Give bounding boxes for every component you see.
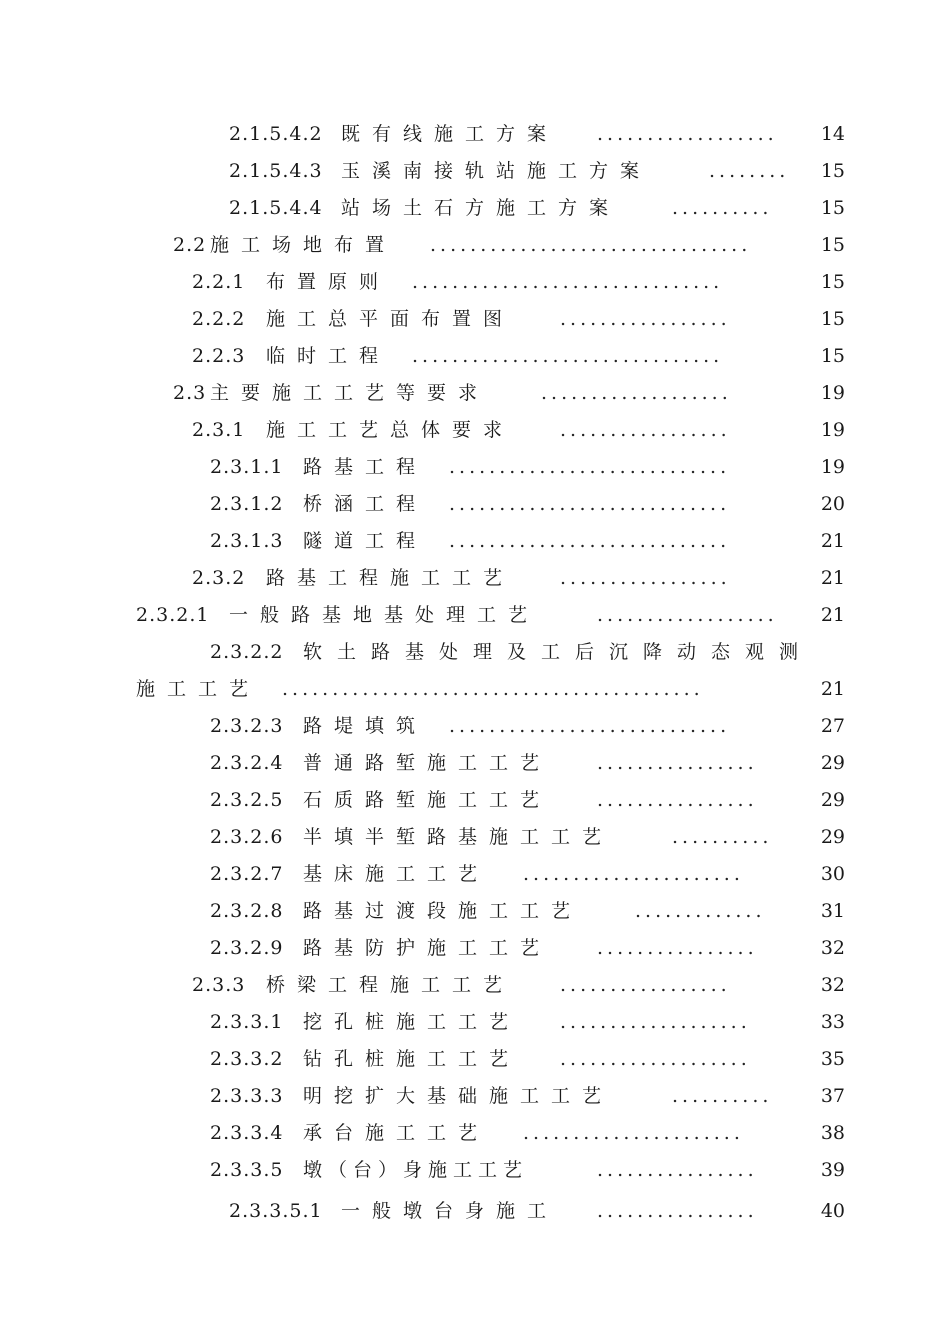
- toc-number: 2.1.5.4.4: [229, 197, 323, 219]
- toc-leader-dots: ..........: [672, 1085, 773, 1107]
- toc-leader-dots: ...................: [541, 382, 732, 404]
- toc-page-number: 29: [820, 789, 845, 811]
- toc-entry-continuation[interactable]: [0, 674, 845, 704]
- toc-number: 2.3.2.7: [210, 863, 284, 885]
- toc-entry[interactable]: [0, 933, 845, 963]
- toc-title: 桥涵工程: [303, 493, 428, 515]
- toc-leader-dots: ................: [597, 789, 758, 811]
- toc-number: 2.3.1.3: [210, 530, 284, 552]
- toc-leader-dots: .............: [635, 900, 766, 922]
- toc-number: 2.3.2.5: [210, 789, 284, 811]
- toc-number: 2.2.3: [192, 345, 246, 367]
- toc-leader-dots: ................: [597, 1200, 758, 1222]
- toc-title: 基床施工工艺: [303, 863, 490, 885]
- toc-leader-dots: .................: [560, 419, 731, 441]
- toc-title: 玉溪南接轨站施工方案: [341, 160, 652, 182]
- toc-number: 2.3.2.4: [210, 752, 284, 774]
- toc-entry[interactable]: [0, 563, 845, 593]
- toc-page-number: 15: [820, 160, 845, 182]
- toc-page-number: 15: [820, 234, 845, 256]
- toc-leader-dots: .................: [560, 308, 731, 330]
- toc-title: 石质路堑施工工艺: [303, 789, 552, 811]
- toc-page-number: 21: [820, 530, 845, 552]
- toc-page-number: 20: [820, 493, 845, 515]
- toc-title: 一般墩台身施工: [341, 1200, 559, 1222]
- toc-page-number: 15: [820, 308, 845, 330]
- toc-page-number: 32: [820, 937, 845, 959]
- toc-number: 2.3.2.2: [210, 641, 284, 663]
- toc-number: 2.3.2.8: [210, 900, 284, 922]
- toc-number: 2.1.5.4.2: [229, 123, 323, 145]
- toc-leader-dots: .................: [560, 567, 731, 589]
- toc-number: 2.3.2.3: [210, 715, 284, 737]
- toc-entry[interactable]: [0, 896, 845, 926]
- toc-number: 2.3.2.9: [210, 937, 284, 959]
- toc-number: 2.1.5.4.3: [229, 160, 323, 182]
- toc-leader-dots: ............................: [449, 493, 731, 515]
- toc-number: 2.2: [173, 234, 207, 256]
- toc-title: 站场土石方施工方案: [341, 197, 621, 219]
- toc-title: 普通路堑施工工艺: [303, 752, 552, 774]
- toc-entry[interactable]: [0, 1118, 845, 1148]
- toc-title: 桥梁工程施工工艺: [266, 974, 515, 996]
- toc-leader-dots: ......................: [523, 1122, 744, 1144]
- toc-title: 一般路基地基处理工艺: [229, 604, 540, 626]
- toc-number: 2.3.2: [192, 567, 246, 589]
- toc-title: 墩（台）身施工工艺: [303, 1159, 529, 1181]
- toc-page-number: 27: [820, 715, 845, 737]
- toc-page-number: 21: [820, 567, 845, 589]
- toc-title: 施工工艺: [136, 678, 261, 700]
- toc-entry[interactable]: [0, 711, 845, 741]
- toc-page-number: 40: [820, 1200, 845, 1222]
- toc-number: 2.3.3.2: [210, 1048, 284, 1070]
- toc-entry[interactable]: [0, 1044, 845, 1074]
- toc-entry[interactable]: [0, 230, 845, 260]
- toc-number: 2.3.3.5.1: [229, 1200, 323, 1222]
- toc-leader-dots: ................: [597, 1159, 758, 1181]
- toc-leader-dots: ..........: [672, 826, 773, 848]
- toc-page-number: 32: [820, 974, 845, 996]
- toc-entry[interactable]: [0, 785, 845, 815]
- toc-title: 路基工程施工工艺: [266, 567, 515, 589]
- toc-title: 路基工程: [303, 456, 428, 478]
- toc-number: 2.3.1: [192, 419, 246, 441]
- toc-number: 2.3.3.4: [210, 1122, 284, 1144]
- toc-number: 2.2.2: [192, 308, 246, 330]
- toc-leader-dots: ...............................: [412, 345, 724, 367]
- toc-entry[interactable]: [0, 304, 845, 334]
- toc-page-number: 39: [820, 1159, 845, 1181]
- toc-leader-dots: ............................: [449, 530, 731, 552]
- toc-number: 2.3.1.2: [210, 493, 284, 515]
- toc-page-number: 37: [820, 1085, 845, 1107]
- toc-number: 2.3.2.6: [210, 826, 284, 848]
- toc-title: 承台施工工艺: [303, 1122, 490, 1144]
- toc-entry[interactable]: [0, 1196, 845, 1226]
- toc-entry[interactable]: [0, 119, 845, 149]
- toc-page-number: 31: [820, 900, 845, 922]
- toc-title: 钻孔桩施工工艺: [303, 1048, 521, 1070]
- toc-number: 2.3.3.5: [210, 1159, 284, 1181]
- toc-number: 2.2.1: [192, 271, 246, 293]
- toc-entry[interactable]: [0, 193, 845, 223]
- toc-leader-dots: ...................: [560, 1048, 751, 1070]
- toc-title: 布置原则: [266, 271, 391, 293]
- toc-number: 2.3.3.3: [210, 1085, 284, 1107]
- toc-page-number: 21: [820, 678, 845, 700]
- toc-title: 路基防护施工工艺: [303, 937, 552, 959]
- toc-title: 隧道工程: [303, 530, 428, 552]
- toc-title: 主要施工工艺等要求: [210, 382, 490, 404]
- toc-title: 临时工程: [266, 345, 391, 367]
- toc-title: 施工总平面布置图: [266, 308, 515, 330]
- toc-entry[interactable]: [0, 1081, 845, 1111]
- toc-entry[interactable]: [0, 859, 845, 889]
- toc-page-number: 15: [820, 271, 845, 293]
- toc-entry[interactable]: [0, 822, 845, 852]
- toc-number: 2.3.1.1: [210, 456, 284, 478]
- toc-entry[interactable]: [0, 970, 845, 1000]
- toc-number: 2.3.3: [192, 974, 246, 996]
- toc-number: 2.3.3.1: [210, 1011, 284, 1033]
- toc-leader-dots: ..........: [672, 197, 773, 219]
- toc-leader-dots: .................: [560, 974, 731, 996]
- toc-leader-dots: ................: [597, 937, 758, 959]
- toc-leader-dots: ..........................................: [282, 678, 704, 700]
- toc-page-number: 15: [820, 197, 845, 219]
- toc-entry[interactable]: [0, 415, 845, 445]
- toc-entry[interactable]: [0, 1155, 845, 1185]
- toc-entry[interactable]: [0, 378, 845, 408]
- toc-entry[interactable]: [0, 489, 845, 519]
- toc-entry[interactable]: [0, 748, 845, 778]
- toc-leader-dots: ................................: [430, 234, 752, 256]
- toc-page-number: 19: [820, 419, 845, 441]
- toc-title: 半填半堑路基施工工艺: [303, 826, 614, 848]
- toc-page-number: 30: [820, 863, 845, 885]
- toc-page-number: 29: [820, 752, 845, 774]
- toc-entry[interactable]: [0, 600, 845, 630]
- toc-page-number: 33: [820, 1011, 845, 1033]
- toc-leader-dots: ..................: [597, 604, 778, 626]
- toc-page-number: 19: [820, 456, 845, 478]
- toc-number: 2.3: [173, 382, 207, 404]
- toc-leader-dots: ................: [597, 752, 758, 774]
- toc-leader-dots: ......................: [523, 863, 744, 885]
- toc-entry[interactable]: [0, 267, 845, 297]
- toc-entry[interactable]: [0, 156, 845, 186]
- toc-entry[interactable]: [0, 452, 845, 482]
- toc-entry[interactable]: [0, 526, 845, 556]
- toc-leader-dots: ...................: [560, 1011, 751, 1033]
- toc-page-number: 19: [820, 382, 845, 404]
- toc-number: 2.3.2.1: [136, 604, 210, 626]
- toc-title: 明挖扩大基础施工工艺: [303, 1085, 614, 1107]
- toc-leader-dots: ........: [709, 160, 790, 182]
- toc-page-number: 14: [820, 123, 845, 145]
- toc-title: 挖孔桩施工工艺: [303, 1011, 521, 1033]
- toc-leader-dots: ..................: [597, 123, 778, 145]
- toc-title: 路堤填筑: [303, 715, 428, 737]
- toc-title: 既有线施工方案: [341, 123, 559, 145]
- toc-page-number: 21: [820, 604, 845, 626]
- toc-page-number: 38: [820, 1122, 845, 1144]
- toc-leader-dots: ............................: [449, 715, 731, 737]
- toc-page-number: 15: [820, 345, 845, 367]
- toc-page-number: 35: [820, 1048, 845, 1070]
- toc-page-number: 29: [820, 826, 845, 848]
- toc-title: 路基过渡段施工工艺: [303, 900, 583, 922]
- toc-title: 施工场地布置: [210, 234, 397, 256]
- toc-title: 软土路基处理及工后沉降动态观测: [303, 641, 814, 663]
- toc-leader-dots: ............................: [449, 456, 731, 478]
- toc-entry[interactable]: [0, 341, 845, 371]
- toc-entry[interactable]: [0, 1007, 845, 1037]
- toc-title: 施工工艺总体要求: [266, 419, 515, 441]
- toc-entry[interactable]: [0, 637, 845, 667]
- toc-leader-dots: ...............................: [412, 271, 724, 293]
